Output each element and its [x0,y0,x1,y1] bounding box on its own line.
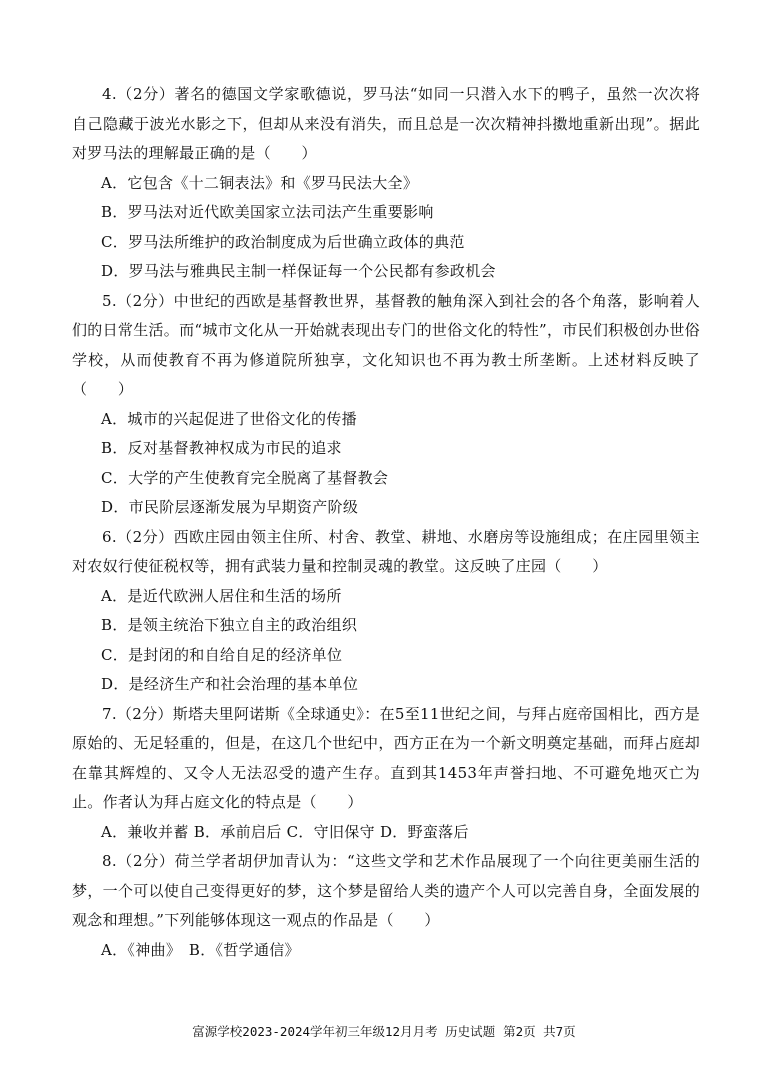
question-4 [72,80,700,287]
option-d: D．是经济生产和社会治理的基本单位 [101,675,359,693]
question-stem: 7.（2分）斯塔夫里阿诺斯《全球通史》：在5至11世纪之间，与拜占庭帝国相比，西方是原始的、无足轻重的，但是，在这几个世纪中，西方正在为一个新文明奠定基础，而拜占庭却在靠其辉煌的、又令人无法忍受的遗产生存。直到其1453年声誉扫地、不可避免地灭亡为止。作者认为拜占庭文化的特点是（ ） [72,704,700,811]
option-d: D．罗马法与雅典民主制一样保证每一个公民都有参政机会 [101,262,496,280]
option-a: A．它包含《十二铜表法》和《罗马民法大全》 [101,173,419,192]
question-stem: 8.（2分）荷兰学者胡伊加青认为：“这些文学和艺术作品展现了一个向往更美丽生活的梦，一个可以使自己变得更好的梦，这个梦是留给人类的遗产个人可以完善自身，全面发展的观念和理想。”下列能够体现这一观点的作品是（ ） [72,852,700,929]
question-stem: 6.（2分）西欧庄园由领主住所、村舍、教堂、耕地、水磨房等设施组成；在庄园里领主对农奴行使征税权等，拥有武装力量和控制灵魂的教堂。这反映了庄园（ ） [72,527,700,575]
options-inline: A．《神曲》 B．《哲学通信》 [101,940,300,959]
option-a: A．是近代欧洲人居住和生活的场所 [101,586,342,605]
question-stem: 4.（2分）著名的德国文学家歌德说，罗马法“如同一只潜入水下的鸭子，虽然一次次将自己隐藏于波光水影之下，但却从来没有消失，而且总是一次次精神抖擞地重新出现”。据此对罗马法的理解最正确的是（ ） [72,85,700,162]
question-list [72,80,700,965]
option-c: C．大学的产生使教育完全脱离了基督教会 [101,468,389,487]
question-7 [72,700,700,848]
option-b: B．是领主统治下独立自主的政治组织 [101,616,358,634]
option-d: D．市民阶层逐渐发展为早期资产阶级 [101,498,359,516]
footer-title: 富源学校2023-2024学年初三年级12月月考 历史试题 [192,1024,496,1039]
question-stem: 5.（2分）中世纪的西欧是基督教世界，基督教的触角深入到社会的各个角落，影响着人们的日常生活。而“城市文化从一开始就表现出专门的世俗文化的特性”，市民们积极创办世俗学校，从而使教育不再为修道院所独享，文化知识也不再为教士所垄断。上述材料反映了（ ） [72,291,700,398]
footer-page-number: 第2页 共7页 [503,1024,576,1039]
option-c: C．罗马法所维护的政治制度成为后世确立政体的典范 [101,232,465,251]
option-b: B．罗马法对近代欧美国家立法司法产生重要影响 [101,203,434,221]
question-5 [72,287,700,523]
option-c: C．是封闭的和自给自足的经济单位 [101,645,343,664]
question-8 [72,847,700,965]
page-footer [0,1022,760,1040]
question-6 [72,523,700,700]
option-b: B．反对基督教神权成为市民的追求 [101,439,342,457]
option-a: A．城市的兴起促进了世俗文化的传播 [101,409,357,428]
options-inline: A．兼收并蓄 B．承前启后 C．守旧保守 D．野蛮落后 [101,822,469,841]
